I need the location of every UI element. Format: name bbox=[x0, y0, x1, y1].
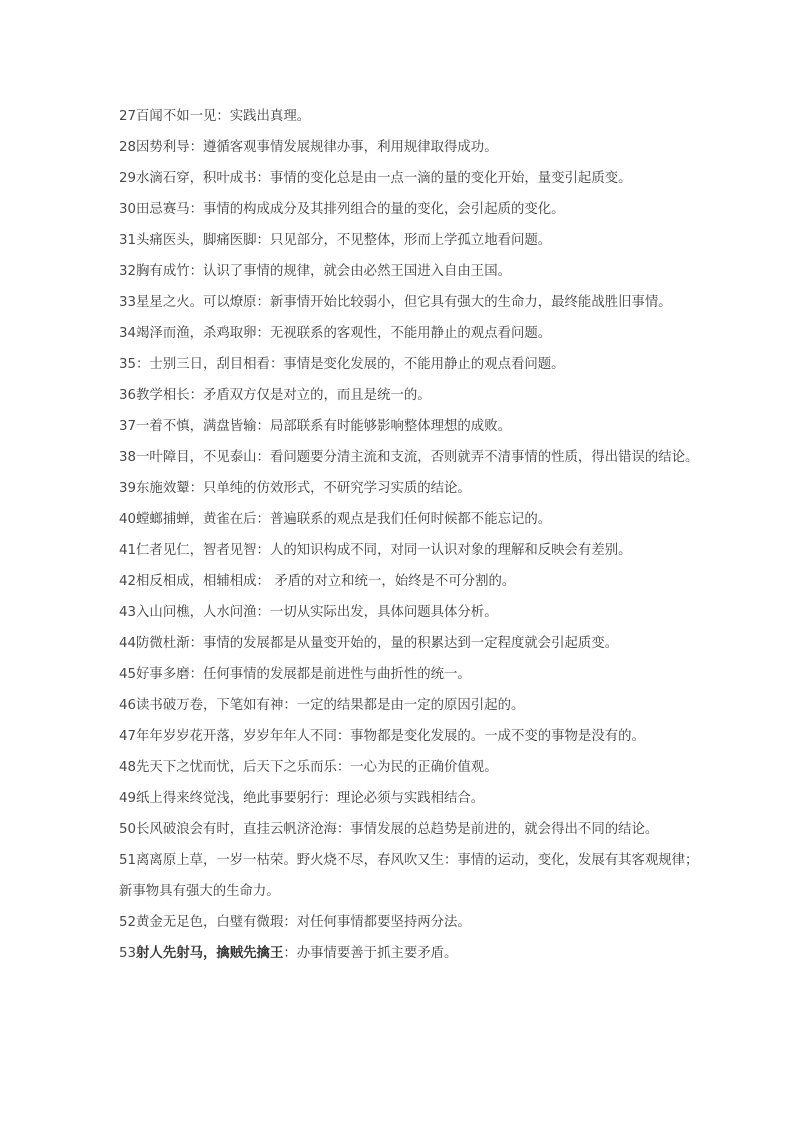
list-item bbox=[119, 566, 702, 597]
entry-text: 长风破浪会有时，直挂云帆济沧海：事情发展的总趋势是前进的，就会得出不同的结论。 bbox=[136, 822, 659, 837]
entry-number: 53 bbox=[119, 946, 137, 961]
entry-number: 50 bbox=[119, 822, 137, 837]
entry-text: 因势利导：遵循客观事情发展规律办事，利用规律取得成功。 bbox=[136, 140, 498, 155]
entry-number: 35 bbox=[119, 357, 137, 372]
entry-text: 百闻不如一见：实践出真理。 bbox=[136, 109, 311, 124]
entry-text: 胸有成竹：认识了事情的规律，就会由必然王国进入自由王国。 bbox=[136, 264, 511, 279]
entry-text: 头痛医头，脚痛医脚：只见部分，不见整体，形而上学孤立地看问题。 bbox=[136, 233, 552, 248]
list-item bbox=[119, 690, 702, 721]
entry-number: 38 bbox=[119, 450, 137, 465]
entry-number: 32 bbox=[119, 264, 137, 279]
entry-text: 先天下之忧而忧，后天下之乐而乐：一心为民的正确价值观。 bbox=[136, 760, 498, 775]
entry-text: 东施效颦：只单纯的仿效形式，不研究学习实质的结论。 bbox=[136, 481, 471, 496]
entry-number: 44 bbox=[119, 636, 137, 651]
entry-text: 教学相长：矛盾双方仅是对立的，而且是统一的。 bbox=[136, 388, 431, 403]
entry-number: 41 bbox=[119, 543, 137, 558]
list-item bbox=[119, 721, 702, 752]
list-item bbox=[119, 101, 702, 132]
entry-number: 39 bbox=[119, 481, 137, 496]
entry-text: 读书破万卷，下笔如有神：一定的结果都是由一定的原因引起的。 bbox=[136, 698, 525, 713]
entry-number: 27 bbox=[119, 109, 137, 124]
entry-number: 37 bbox=[119, 419, 137, 434]
entry-number: 45 bbox=[119, 667, 137, 682]
list-item bbox=[119, 938, 702, 969]
entry-number: 47 bbox=[119, 729, 137, 744]
entry-bold-phrase: 射人先射马，擒贼先擒王 bbox=[136, 946, 284, 961]
list-item bbox=[119, 535, 702, 566]
list-item bbox=[119, 659, 702, 690]
entry-number: 33 bbox=[119, 295, 137, 310]
list-item bbox=[119, 411, 702, 442]
entry-text: 水滴石穿，积叶成书：事情的变化总是由一点一滴的量的变化开始，量变引起质变。 bbox=[136, 171, 632, 186]
entry-text: 相反相成，相辅相成： 矛盾的对立和统一，始终是不可分割的。 bbox=[136, 574, 516, 589]
entry-number: 34 bbox=[119, 326, 137, 341]
list-item bbox=[119, 163, 702, 194]
entry-number: 40 bbox=[119, 512, 137, 527]
entry-number: 42 bbox=[119, 574, 137, 589]
entry-text: 螳螂捕蝉，黄雀在后：普遍联系的观点是我们任何时候都不能忘记的。 bbox=[136, 512, 552, 527]
entry-text: 竭泽而渔，杀鸡取卵：无视联系的客观性，不能用静止的观点看问题。 bbox=[136, 326, 552, 341]
entry-text: 仁者见仁，智者见智：人的知识构成不同，对同一认识对象的理解和反映会有差别。 bbox=[136, 543, 632, 558]
entry-text: 黄金无足色，白璧有微瑕：对任何事情都要坚持两分法。 bbox=[136, 915, 471, 930]
entry-number: 49 bbox=[119, 791, 137, 806]
list-item bbox=[119, 752, 702, 783]
entry-list bbox=[119, 101, 702, 938]
list-item bbox=[119, 814, 702, 845]
entry-text: 一叶障目，不见泰山：看问题要分清主流和支流，否则就弄不清事情的性质，得出错误的结论。 bbox=[136, 450, 699, 465]
entry-text: 田忌赛马：事情的构成成分及其排列组合的量的变化，会引起质的变化。 bbox=[136, 202, 565, 217]
entry-text: ：士别三日，刮目相看：事情是变化发展的，不能用静止的观点看问题。 bbox=[136, 357, 565, 372]
entry-text: 年年岁岁花开落，岁岁年年人不同：事物都是变化发展的。一成不变的事物是没有的。 bbox=[136, 729, 645, 744]
list-item bbox=[119, 349, 702, 380]
list-item bbox=[119, 132, 702, 163]
list-item bbox=[119, 256, 702, 287]
list-item bbox=[119, 287, 702, 318]
entry-number: 29 bbox=[119, 171, 137, 186]
list-item bbox=[119, 380, 702, 411]
entry-number: 28 bbox=[119, 140, 137, 155]
entry-number: 31 bbox=[119, 233, 137, 248]
entry-text: 离离原上草，一岁一枯荣。野火烧不尽，春风吹又生：事情的运动，变化，发展有其客观规律；新事物具有强大的生命力。 bbox=[119, 853, 699, 899]
list-item bbox=[119, 504, 702, 535]
entry-text: 防微杜渐：事情的发展都是从量变开始的，量的积累达到一定程度就会引起质变。 bbox=[136, 636, 619, 651]
entry-text: ：办事情要善于抓主要矛盾。 bbox=[283, 946, 458, 961]
entry-text: 纸上得来终觉浅，绝此事要躬行：理论必须与实践相结合。 bbox=[136, 791, 485, 806]
entry-text: 入山问樵，人水问渔：一切从实际出发，具体问题具体分析。 bbox=[136, 605, 498, 620]
list-item bbox=[119, 597, 702, 628]
list-item bbox=[119, 783, 702, 814]
list-item bbox=[119, 628, 702, 659]
entry-text: 好事多磨：任何事情的发展都是前进性与曲折性的统一。 bbox=[136, 667, 471, 682]
entry-text: 一着不慎，满盘皆输：局部联系有时能够影响整体理想的成败。 bbox=[136, 419, 511, 434]
list-item bbox=[119, 318, 702, 349]
entry-number: 51 bbox=[119, 853, 137, 868]
list-item bbox=[119, 473, 702, 504]
entry-number: 52 bbox=[119, 915, 137, 930]
entry-number: 30 bbox=[119, 202, 137, 217]
list-item bbox=[119, 194, 702, 225]
entry-text: 星星之火。可以燎原：新事情开始比较弱小，但它具有强大的生命力，最终能战胜旧事情。 bbox=[136, 295, 672, 310]
list-item bbox=[119, 442, 702, 473]
entry-number: 43 bbox=[119, 605, 137, 620]
entry-number: 46 bbox=[119, 698, 137, 713]
list-item bbox=[119, 845, 702, 907]
entry-number: 36 bbox=[119, 388, 137, 403]
list-item bbox=[119, 225, 702, 256]
list-item bbox=[119, 907, 702, 938]
entry-number: 48 bbox=[119, 760, 137, 775]
